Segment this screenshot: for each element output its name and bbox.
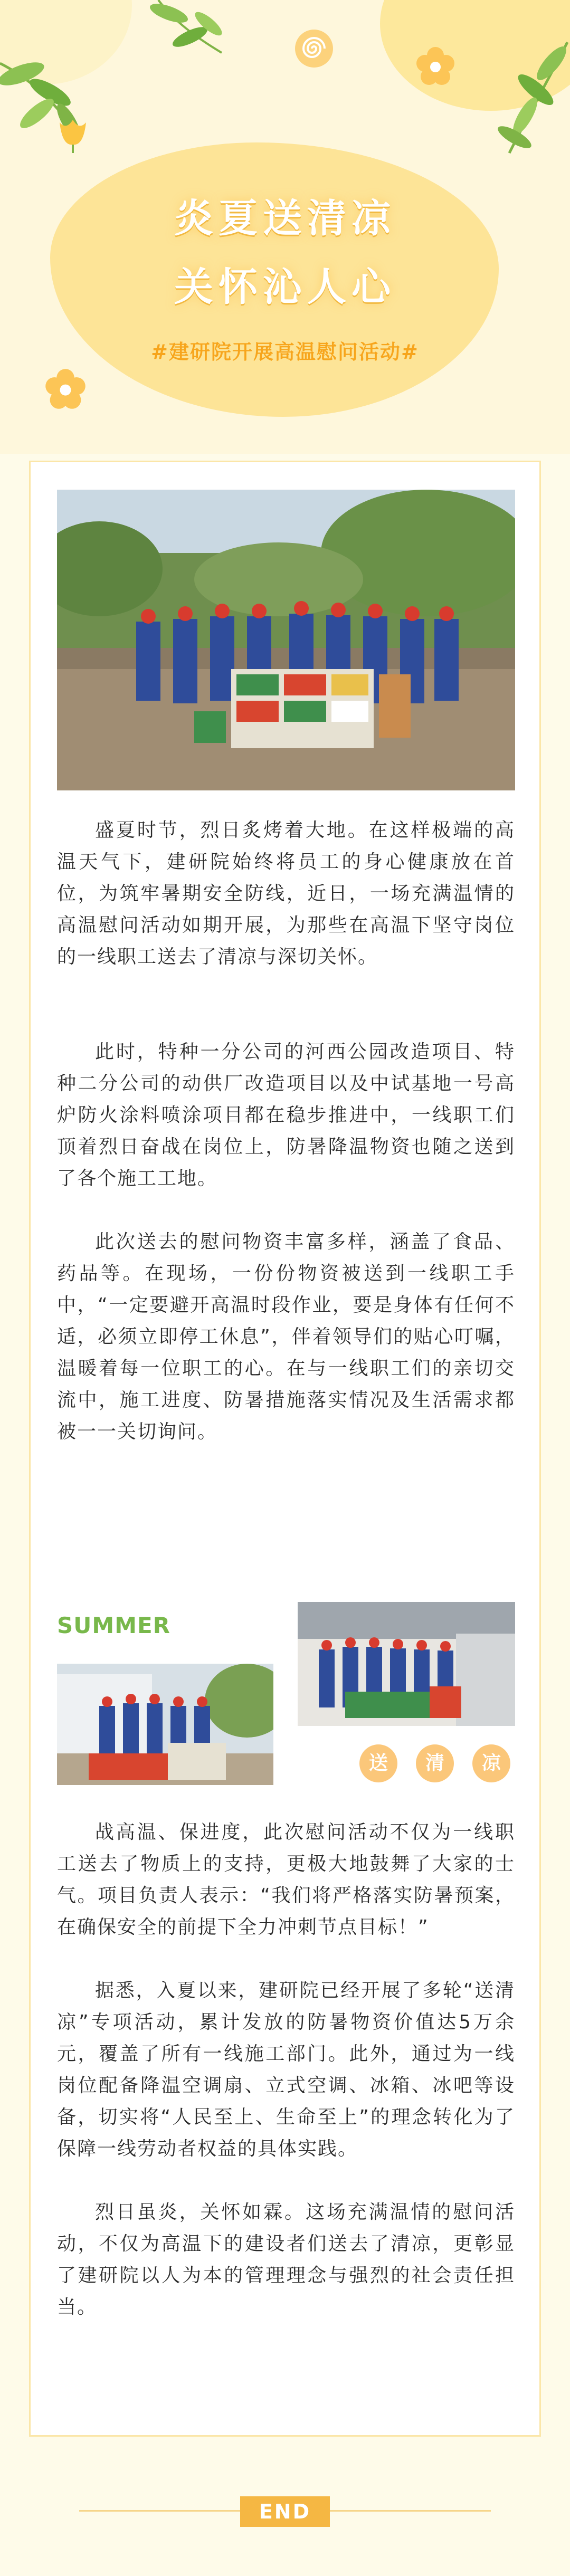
circle-label-qing: 清 bbox=[416, 1744, 454, 1782]
article-paragraph: 据悉，入夏以来，建研院已经开展了多轮“送清凉”专项活动，累计发放的防暑物资价值达5万余元，覆盖了所有一线施工部门。此外，通过为一线岗位配备降温空调扇、立式空调、冰箱、冰吧等设备，切实将“人民至上、生命至上”的理念转化为了保障一线劳动者权益的具体实践。 bbox=[57, 1980, 515, 2160]
article-paragraph: 烈日虽炎，关怀如霖。这场充满温情的慰问活动，不仅为高温下的建设者们送去了清凉，更彰显了建研院以人为本的管理理念与强烈的社会责任担当。 bbox=[57, 2201, 515, 2318]
article-card bbox=[29, 461, 541, 2437]
flower-icon bbox=[43, 367, 88, 411]
end-badge: END bbox=[240, 2496, 330, 2527]
summer-label: SUMMER bbox=[57, 1613, 170, 1638]
photo-worker-group-small bbox=[57, 1664, 273, 1785]
end-divider-left bbox=[79, 2510, 240, 2512]
circle-label-song: 送 bbox=[359, 1744, 397, 1782]
flower-icon bbox=[414, 45, 457, 87]
circle-label-liang: 凉 bbox=[472, 1744, 510, 1782]
article-paragraph: 此次送去的慰问物资丰富多样，涵盖了食品、药品等。在现场，一份份物资被送到一线职工手中，“一定要避开高温时段作业，要是身体有任何不适，必须立即停工休息”，伴着领导们的贴心叮嘱，温暖着每一位职工的心。在与一线职工们的亲切交流中，施工进度、防暑措施落实情况及生活需求都被一一关切询问。 bbox=[57, 1231, 515, 1443]
leaf-branch-icon bbox=[0, 0, 232, 153]
article-paragraph: 此时，特种一分公司的河西公园改造项目、特种二分公司的动供厂改造项目以及中试基地一号高炉防火涂料喷涂项目都在稳步推进中，一线职工们顶着烈日奋战在岗位上，防暑降温物资也随之送到了各个施工工地。 bbox=[57, 1041, 515, 1189]
photo-group-workers bbox=[57, 490, 515, 790]
spiral-sun-icon bbox=[293, 27, 335, 70]
header-banner bbox=[0, 0, 570, 454]
article-paragraph: 盛夏时节，烈日炙烤着大地。在这样极端的高温天气下，建研院始终将员工的身心健康放在首位，为筑牢暑期安全防线，近日，一场充满温情的高温慰问活动如期开展，为那些在高温下坚守岗位的一线职工送去了清凉与深切关怀。 bbox=[57, 819, 515, 968]
title-line-1: 炎夏送清凉 bbox=[174, 196, 396, 241]
tulip-icon bbox=[52, 112, 94, 154]
subtitle-hashtag: #建研院开展高温慰问活动# bbox=[151, 340, 419, 364]
article-paragraph: 战高温、保进度，此次慰问活动不仅为一线职工送去了物质上的支持，更极大地鼓舞了大家的士气。项目负责人表示：“我们将严格落实防暑预案，在确保安全的前提下全力冲刺节点目标！” bbox=[57, 1821, 515, 1938]
leaf-branch-icon bbox=[488, 32, 570, 158]
end-divider-right bbox=[330, 2510, 491, 2512]
title-line-2: 关怀沁人心 bbox=[174, 264, 396, 310]
photo-worker-group-indoor bbox=[298, 1602, 515, 1726]
